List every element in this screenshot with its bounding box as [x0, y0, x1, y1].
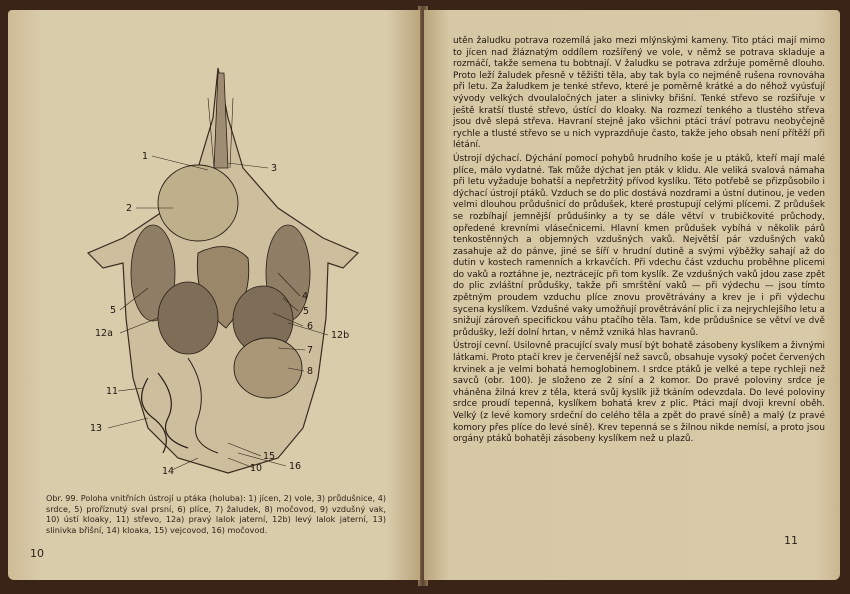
figure-label: 4: [302, 291, 309, 302]
figure-label: 13: [90, 423, 103, 434]
figure-label: 5: [303, 306, 310, 317]
figure-label: 1: [142, 151, 149, 162]
figure-label: 15: [263, 451, 276, 462]
pigeon-anatomy-illustration: [78, 58, 368, 478]
figure-label: 10: [250, 463, 263, 474]
page-number-right: 11: [784, 534, 798, 547]
figure-label: 6: [307, 321, 314, 332]
paragraph-respiration: Ústrojí dýchací. Dýchání pomocí pohybů hrudního koše je u ptáků, kteří mají malé plíce, málo vydatné. Tak může dýchat jen pták v klidu. Ale veliká svalová námaha při letu vyžaduje bohatší a nepřetržitý přívod kyslíku. Této potřebě se přizpůsobilo i dýchací ústrojí ptáků. Vzduch se do plic dostává nozdrami a ústní dutinou, je veden velmi dlouhou průdušnicí do průdušek, které prostupují celými plícemi. Z průdušek se rozbíhají jemnější průdušinky a ty se dále větví v trubičkovité průchody, opředené krevními vlásečnicemi. Hlavní kmen průdušek vybíhá v několik párů tenkostěnných a objemných vzdušných vaků. Největší pár vzdušných vaků zasahuje až do pánve, jiné se šíří v hrudní dutině a svými výběžky sahají až do dutin v kostech ramenních a krkavčích. Při vdechu část vzduchu proběhne plicemi do vaků a roztáhne je, neztrácejíc při tom kyslík. Ze vzdušných vaků jdou zase zpět do plic zvláštní průdušky, takže při smrštění vaků — při výdechu — jsou tímto zpětným proudem vzduchu plíce znovu provětrávány a krev je i při výdechu sycena kyslíkem. Vzdušné vaky umožňují provětrávání plic i za nejrychlejšího letu a snižují zároveň specifickou váhu ptačího těla. Tam, kde průdušnice se větví ve dvě průdušky, leží dolní hrtan, v němž vzniká hlas havranů.: [453, 153, 825, 338]
paragraph-circulation: Ústrojí cevní. Usilovně pracující svaly musí být bohatě zásobeny kyslíkem a živnými látkami. Proto ptačí krev je červenější než savců, obsahuje vysoký počet červených krvinek a je velmi bohatá hemoglobinem. I srdce ptáků je velké a tepe rychleji než savců (obr. 100). Je složeno ze 2 síní a 2 komor. Do pravé poloviny srdce je vháněna žilná krev z těla, která svůj kyslík již tkáním odevzdala. Do levé poloviny srdce proudí tepenná, kyslíkem bohatá krev z plic. Ptáci mají dvoji krevní oběh. Velký (z levé komory srdeční do celého těla a zpět do pravé síně) a malý (z pravé komory přes plíce do levé síně). Krev tepenná se s žilnou nikde nemísí, a proto jsou orgány ptáků bohatěji zásobeny kyslíkem než u plazů.: [453, 341, 825, 445]
paragraph-digestion: utěn žaludku potrava rozemílá jako mezi mlýnskými kameny. Tito ptáci mají mimo to jícen nad žláznatým oddílem rozšířený ve vole, v němž se potrava skladuje a rozmáčí, takže semena tu bobtnají. V žaludku se potrava zdržuje poměrně dlouho. Proto leží žaludek přesně v těžišti těla, aby tak byla co nejméně rušena rovnováha při letu. Za žaludkem je tenké střevo, které je poměrně krátké a do něhož vyúsťují vývody velkých dvoulaločných jater a slinivky břišní. Tenké střevo se rozšiřuje v ještě kratší tlusté střevo, ústící do kloaky. Na rozmezí tenkého a tlustého střeva jsou dvě slepá střeva. Havraní stejně jako všichni ptáci tráví potravu neobyčejně rychle a tlusté střevo se u nich vyprazdňuje často, takže jeho obsah není přítěží při létání.: [453, 36, 825, 151]
figure-label: 11: [106, 386, 119, 397]
right-page-text: [453, 36, 825, 446]
figure-label: 16: [289, 461, 302, 472]
figure-label: 14: [162, 466, 175, 477]
figure-label: 7: [307, 345, 314, 356]
figure-label: 8: [307, 366, 314, 377]
figure-label: 12a: [95, 328, 113, 339]
figure-label: 12b: [331, 330, 350, 341]
figure-label: 5: [110, 305, 117, 316]
figure-label: 2: [126, 203, 133, 214]
page-number-left: 10: [30, 547, 44, 560]
figure-caption: Obr. 99. Poloha vnitřních ústrojí u ptáka (holuba): 1) jícen, 2) vole, 3) průdušnice, 4) srdce, 5) proříznutý sval prsní, 6) plíce, 7) žaludek, 8) močovod, 9) vzdušný vak, 10) ústí kloaky, 11) střevo, 12a) pravý lalok jaterní, 12b) levý lalok jaterní, 13) slinivka břišní, 14) kloaka, 15) vejcovod, 16) močovod.: [46, 493, 386, 535]
figure-label: 3: [271, 163, 278, 174]
